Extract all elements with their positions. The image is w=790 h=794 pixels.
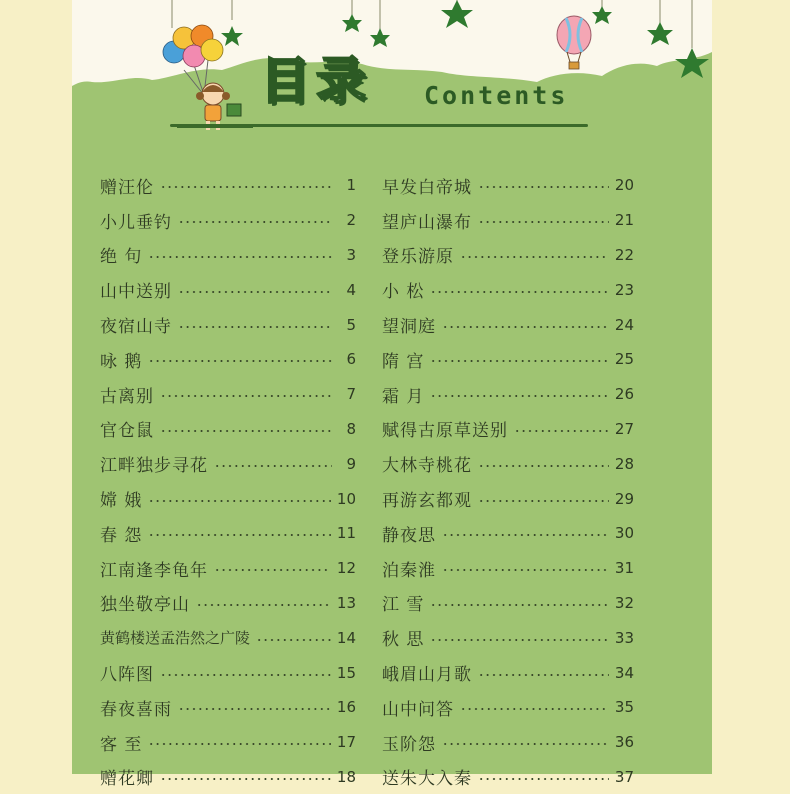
dot-leader: [442, 743, 609, 745]
toc-entry[interactable]: [382, 725, 634, 760]
toc-page: 25: [614, 350, 634, 369]
dot-leader: [460, 256, 609, 258]
toc-title: 黄鹤楼送孟浩然之广陵: [100, 629, 251, 648]
dot-leader: [478, 500, 609, 502]
toc-page: 22: [614, 245, 634, 264]
toc-entry[interactable]: [382, 690, 634, 725]
toc-title: 嫦 娥: [100, 491, 143, 512]
toc-page: 16: [336, 698, 356, 717]
toc-entry[interactable]: [382, 272, 634, 307]
toc-page: 12: [336, 559, 356, 578]
toc-page: 32: [614, 593, 634, 612]
toc-entry[interactable]: [382, 446, 634, 481]
toc-entry[interactable]: [100, 690, 356, 725]
toc-title: 小 松: [382, 282, 425, 303]
dot-leader: [160, 186, 332, 188]
toc-entry[interactable]: [100, 168, 356, 203]
toc-entry[interactable]: [100, 516, 356, 551]
toc-entry[interactable]: [382, 586, 634, 621]
dot-leader: [178, 291, 332, 293]
toc-entry[interactable]: [100, 272, 356, 307]
toc-entry[interactable]: [100, 655, 356, 690]
toc-title: 小儿垂钓: [100, 212, 172, 233]
toc-entry[interactable]: [382, 516, 634, 551]
toc-entry[interactable]: [100, 412, 356, 447]
dot-leader: [148, 743, 331, 745]
toc-title: 赠汪伦: [100, 177, 154, 198]
book-page: [72, 0, 712, 790]
toc-title: 赋得古原草送别: [382, 421, 508, 442]
toc-page: 13: [336, 593, 356, 612]
toc-page: 8: [346, 419, 356, 438]
toc-page: 18: [336, 767, 356, 786]
dot-leader: [148, 500, 331, 502]
toc-title: 霜 月: [382, 386, 425, 407]
toc-page: 29: [614, 489, 634, 508]
girl-illustration: [187, 80, 253, 136]
dot-leader: [478, 674, 609, 676]
dot-leader: [478, 186, 609, 188]
dot-leader: [514, 430, 609, 432]
toc-title: 客 至: [100, 734, 143, 755]
toc-page: 35: [614, 698, 634, 717]
toc-title: 望洞庭: [382, 317, 436, 338]
dot-leader: [430, 291, 609, 293]
toc-title: 八阵图: [100, 665, 154, 686]
toc-title: 再游玄都观: [382, 491, 472, 512]
toc-title: 江畔独步寻花: [100, 456, 208, 477]
dot-leader: [430, 604, 609, 606]
dot-leader: [148, 256, 332, 258]
dot-leader: [178, 221, 332, 223]
dot-leader: [442, 534, 609, 536]
toc-entry[interactable]: [100, 238, 356, 273]
dot-leader: [442, 326, 609, 328]
toc-page: 9: [346, 454, 356, 473]
toc-title: 秋 思: [382, 630, 425, 651]
toc-entry[interactable]: [382, 760, 634, 794]
toc-page: 4: [346, 280, 356, 299]
toc-page: 33: [614, 628, 634, 647]
toc-entry[interactable]: [382, 203, 634, 238]
dot-leader: [214, 569, 331, 571]
dot-leader: [160, 778, 331, 780]
toc-entry[interactable]: [382, 620, 634, 655]
toc-page: 20: [614, 176, 634, 195]
toc-page: 24: [614, 315, 634, 334]
toc-page: 6: [346, 350, 356, 369]
toc-entry[interactable]: [382, 342, 634, 377]
toc-entry[interactable]: [100, 551, 356, 586]
toc-title: 绝 句: [100, 247, 143, 268]
toc-page: 11: [336, 524, 356, 543]
toc-page: 7: [346, 385, 356, 404]
toc-title: 江南逢李龟年: [100, 560, 208, 581]
toc-page: 15: [336, 663, 356, 682]
toc-column-left: [100, 168, 356, 794]
dot-leader: [430, 360, 609, 362]
toc-entry[interactable]: [100, 586, 356, 621]
toc-page: 28: [614, 454, 634, 473]
toc-page: 23: [614, 280, 634, 299]
toc-page: 10: [336, 489, 356, 508]
toc-title: 山中送别: [100, 282, 172, 303]
toc-page: 27: [614, 419, 634, 438]
toc-title: 官仓鼠: [100, 421, 154, 442]
toc-title: 古离别: [100, 386, 154, 407]
toc-title: 泊秦淮: [382, 560, 436, 581]
toc-entry[interactable]: [382, 307, 634, 342]
dot-leader: [160, 674, 331, 676]
toc-page: 37: [614, 767, 634, 786]
toc-page: 1: [346, 176, 356, 195]
toc-title: 山中问答: [382, 699, 454, 720]
title-underline: [170, 124, 588, 127]
dot-leader: [478, 221, 609, 223]
toc-title: 咏 鹅: [100, 351, 143, 372]
toc-entry[interactable]: [100, 342, 356, 377]
dot-leader: [256, 639, 331, 641]
cloud-header-decoration: [72, 0, 712, 120]
toc-page: 36: [614, 733, 634, 752]
toc-title: 春夜喜雨: [100, 699, 172, 720]
toc-entry[interactable]: [382, 655, 634, 690]
toc-title: 望庐山瀑布: [382, 212, 472, 233]
toc-entry[interactable]: [382, 168, 634, 203]
toc-entry[interactable]: [382, 481, 634, 516]
toc-entry[interactable]: [100, 725, 356, 760]
toc-entry[interactable]: [100, 481, 356, 516]
toc-page: 17: [336, 733, 356, 752]
toc-title: 夜宿山寺: [100, 317, 172, 338]
dot-leader: [430, 639, 609, 641]
dot-leader: [148, 360, 332, 362]
toc-entry[interactable]: [382, 377, 634, 412]
toc-title: 登乐游原: [382, 247, 454, 268]
toc-title: 隋 宫: [382, 351, 425, 372]
toc-page: 34: [614, 663, 634, 682]
toc-entry[interactable]: [382, 551, 634, 586]
toc-title: 大林寺桃花: [382, 456, 472, 477]
dot-leader: [160, 395, 332, 397]
dot-leader: [478, 465, 609, 467]
toc-title: 送朱大入秦: [382, 769, 472, 790]
toc-entry[interactable]: [100, 620, 356, 655]
toc-title: 峨眉山月歌: [382, 665, 472, 686]
toc-title: 玉阶怨: [382, 734, 436, 755]
toc-page: 31: [614, 559, 634, 578]
dot-leader: [160, 430, 332, 432]
toc-title: 独坐敬亭山: [100, 595, 190, 616]
toc-page: 5: [346, 315, 356, 334]
toc-entry[interactable]: [382, 412, 634, 447]
toc-title: 静夜思: [382, 525, 436, 546]
toc-entry[interactable]: [100, 203, 356, 238]
toc-entry[interactable]: [382, 238, 634, 273]
toc-entry[interactable]: [100, 307, 356, 342]
dot-leader: [430, 395, 609, 397]
toc-entry[interactable]: [100, 446, 356, 481]
toc-title: 赠花卿: [100, 769, 154, 790]
toc-title: 春 怨: [100, 525, 143, 546]
dot-leader: [178, 708, 331, 710]
toc-page: 14: [336, 628, 356, 647]
toc-page: 26: [614, 385, 634, 404]
dot-leader: [178, 326, 332, 328]
toc-entry[interactable]: [100, 760, 356, 794]
page-title: 目录: [260, 52, 372, 110]
toc-page: 21: [614, 211, 634, 230]
toc-page: 3: [346, 245, 356, 264]
dot-leader: [442, 569, 609, 571]
dot-leader: [460, 708, 609, 710]
toc-column-right: [382, 168, 634, 794]
toc-page: 30: [614, 524, 634, 543]
page-subtitle-english: Contents: [424, 81, 569, 110]
toc-page: 2: [346, 211, 356, 230]
toc-title: 早发白帝城: [382, 177, 472, 198]
dot-leader: [214, 465, 332, 467]
dot-leader: [148, 534, 331, 536]
toc-title: 江 雪: [382, 595, 425, 616]
dot-leader: [196, 604, 331, 606]
dot-leader: [478, 778, 609, 780]
toc-entry[interactable]: [100, 377, 356, 412]
